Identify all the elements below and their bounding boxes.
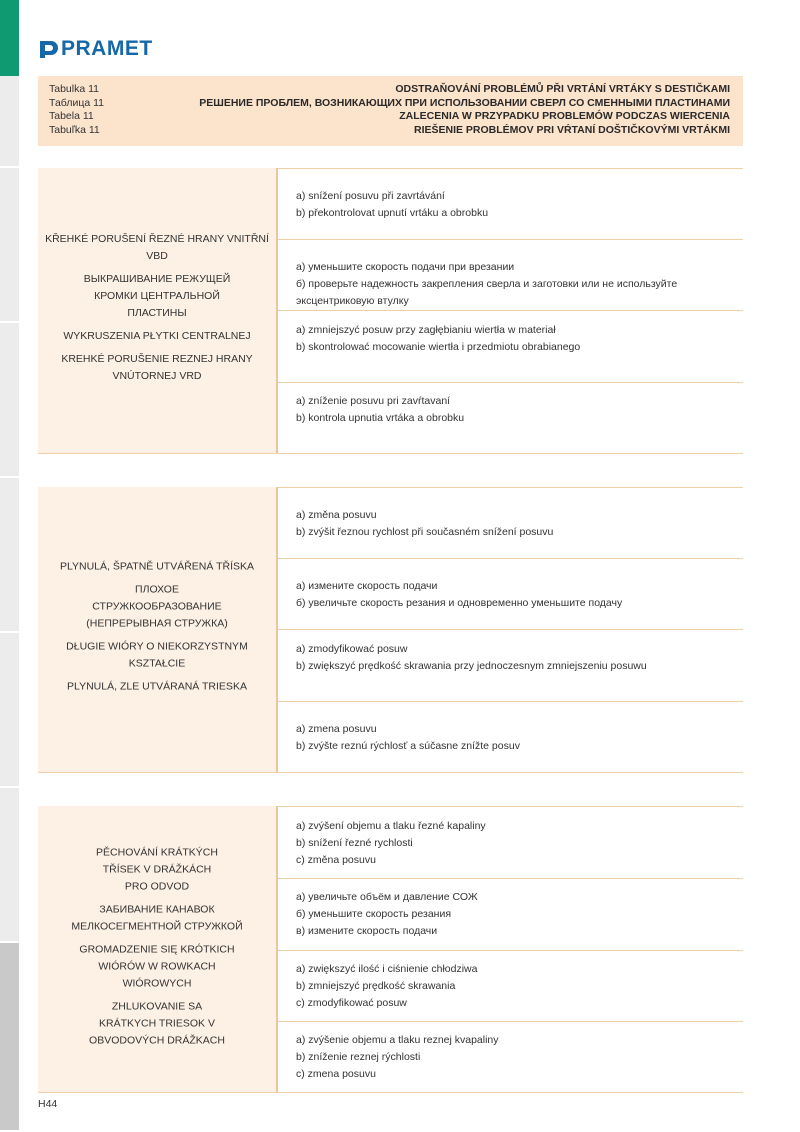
solution-divider bbox=[278, 950, 743, 951]
solution-line: b) zwiększyć prędkość skrawania przy jednoczesnym zmniejszeniu posuwu bbox=[296, 660, 647, 672]
problem-description bbox=[38, 487, 278, 773]
page-number: H44 bbox=[38, 1098, 58, 1110]
solution-divider bbox=[278, 701, 743, 702]
brand-name: PRAMET bbox=[61, 37, 153, 60]
solution-cs bbox=[296, 818, 736, 869]
problem-label: PLYNULÁ, ZLE UTVÁRANÁ TRIESKA bbox=[67, 680, 247, 693]
solution-line: b) kontrola upnutia vrtáka a obrobku bbox=[296, 412, 465, 424]
row-divider bbox=[38, 453, 743, 454]
solution-line: b) skontrolować mocowanie wiertła i przedmiotu obrabianego bbox=[296, 341, 581, 353]
problem-block bbox=[38, 806, 743, 1093]
problem-description bbox=[38, 168, 278, 454]
solution-divider bbox=[278, 629, 743, 630]
problem-label: KŘEHKÉ PORUŠENÍ ŘEZNÉ HRANY VNITŘNÍ VBD bbox=[45, 233, 269, 262]
table-label: Tabuľka 11 bbox=[49, 123, 100, 136]
side-tab[interactable] bbox=[0, 323, 19, 478]
side-tab-active[interactable] bbox=[0, 943, 19, 1132]
solution-line: a) zmodyfikować posuw bbox=[296, 643, 408, 655]
table-label: Tabulka 11 bbox=[49, 83, 100, 95]
solution-divider bbox=[278, 1021, 743, 1022]
solution-cs bbox=[296, 188, 736, 222]
solution-line: б) уменьшите скорость резания bbox=[296, 908, 452, 920]
problem-label: PĚCHOVÁNÍ KRÁTKÝCH TŘÍSEK V DRÁŽKÁCH PRO ODVOD bbox=[96, 846, 218, 892]
side-tabs bbox=[0, 0, 19, 1132]
solution-line: a) zmniejszyć posuw przy zagłębianiu wiertła w materiał bbox=[296, 324, 556, 336]
problem-label: KREHKÉ PORUŠENIE REZNEJ HRANY VNÚTORNEJ VRD bbox=[61, 353, 253, 382]
solution-line: b) zníženie reznej rýchlosti bbox=[296, 1051, 421, 1063]
solution-ru bbox=[296, 259, 736, 310]
solution-ru bbox=[296, 578, 736, 612]
solution-divider bbox=[278, 878, 743, 879]
solution-line: b) snížení řezné rychlosti bbox=[296, 837, 413, 849]
solution-ru bbox=[296, 889, 736, 940]
solution-line: б) увеличьте скорость резания и одновременно уменьшите подачу bbox=[296, 597, 623, 609]
solution-pl bbox=[296, 322, 736, 356]
side-tab[interactable] bbox=[0, 788, 19, 943]
problem-label: ВЫКРАШИВАНИЕ РЕЖУЩЕЙ КРОМКИ ЦЕНТРАЛЬНОЙ ПЛАСТИНЫ bbox=[83, 273, 231, 319]
table-label: Tabela 11 bbox=[49, 110, 94, 122]
side-tab-marker bbox=[0, 0, 19, 76]
solution-line: a) zmena posuvu bbox=[296, 723, 377, 735]
table-titles bbox=[199, 83, 730, 137]
solution-line: б) проверьте надежность закрепления сверла и заготовки или не используйте эксцентриковую втулку bbox=[296, 278, 678, 307]
solution-divider bbox=[278, 310, 743, 311]
solution-line: a) zníženie posuvu pri zavŕtavaní bbox=[296, 395, 451, 407]
problem-label: GROMADZENIE SIĘ KRÓTKICH WIÓRÓW W ROWKACH WIÓROWYCH bbox=[79, 943, 235, 989]
solution-line: c) zmodyfikować posuw bbox=[296, 997, 407, 1009]
solution-line: а) увеличьте объём и давление СОЖ bbox=[296, 891, 478, 903]
table-label: Таблица 11 bbox=[49, 96, 104, 109]
table-title: RIEŠENIE PROBLÉMOV PRI VŔTANÍ DOŠTIČKOVÝMI VRTÁKMI bbox=[414, 123, 730, 136]
problem-label: PLYNULÁ, ŠPATNĚ UTVÁŘENÁ TŘÍSKA bbox=[59, 560, 255, 573]
solution-divider bbox=[278, 239, 743, 240]
solution-pl bbox=[296, 961, 736, 1012]
solution-cs bbox=[296, 507, 736, 541]
solution-line: a) zvýšení objemu a tlaku řezné kapaliny bbox=[296, 820, 486, 832]
solution-line: a) zwiększyć ilość i ciśnienie chłodziwa bbox=[296, 963, 478, 975]
problem-label: ЗАБИВАНИЕ КАНАВОК МЕЛКОСЕГМЕНТНОЙ СТРУЖКОЙ bbox=[71, 903, 243, 932]
solution-sk bbox=[296, 721, 736, 755]
table-header bbox=[38, 76, 743, 146]
problem-description bbox=[38, 806, 278, 1093]
solution-line: b) překontrolovat upnutí vrtáku a obrobku bbox=[296, 207, 489, 219]
solution-line: a) změna posuvu bbox=[296, 509, 377, 521]
solution-divider bbox=[278, 382, 743, 383]
solution-line: b) zmniejszyć prędkość skrawania bbox=[296, 980, 456, 992]
solution-divider bbox=[278, 558, 743, 559]
solution-line: a) snížení posuvu při zavrtávání bbox=[296, 190, 445, 202]
solution-line: в) измените скорость подачи bbox=[296, 925, 438, 937]
problem-block bbox=[38, 487, 743, 773]
solution-line: c) změna posuvu bbox=[296, 854, 376, 866]
table-labels bbox=[49, 83, 104, 137]
row-divider bbox=[38, 1092, 743, 1093]
problem-block bbox=[38, 168, 743, 454]
solution-line: а) измените скорость подачи bbox=[296, 580, 438, 592]
problem-label: DŁUGIE WIÓRY O NIEKORZYSTNYM KSZTAŁCIE bbox=[66, 640, 248, 670]
solution-pl bbox=[296, 641, 736, 675]
table-title: ZALECENIA W PRZYPADKU PROBLEMÓW PODCZAS WIERCENIA bbox=[399, 110, 730, 122]
solution-line: а) уменьшите скорость подачи при врезании bbox=[296, 261, 515, 273]
side-tab[interactable] bbox=[0, 633, 19, 788]
problem-label: ZHLUKOVANIE SA KRÁTKYCH TRIESOK V OBVODOVÝCH DRÁŽKACH bbox=[89, 1000, 225, 1046]
row-divider bbox=[38, 772, 743, 773]
brand-logo bbox=[38, 38, 153, 60]
problem-label: ПЛОХОЕ СТРУЖКООБРАЗОВАНИЕ (НЕПРЕРЫВНАЯ СТРУЖКА) bbox=[86, 583, 228, 630]
solution-sk bbox=[296, 1032, 736, 1083]
solution-line: b) zvýšit řeznou rychlost při současném snížení posuvu bbox=[296, 526, 554, 538]
table-title: РЕШЕНИЕ ПРОБЛЕМ, ВОЗНИКАЮЩИХ ПРИ ИСПОЛЬЗОВАНИИ СВЕРЛ СО СМЕННЫМИ ПЛАСТИНАМИ bbox=[199, 96, 730, 109]
side-tab[interactable] bbox=[0, 168, 19, 323]
solution-sk bbox=[296, 393, 736, 427]
solution-line: b) zvýšte reznú rýchlosť a súčasne znížte posuv bbox=[296, 740, 520, 752]
solution-line: c) zmena posuvu bbox=[296, 1068, 376, 1080]
table-title: ODSTRAŇOVÁNÍ PROBLÉMŮ PŘI VRTÁNÍ VRTÁKY S DESTIČKAMI bbox=[395, 83, 730, 95]
problem-label: WYKRUSZENIA PŁYTKI CENTRALNEJ bbox=[63, 330, 251, 342]
logo-mark-icon bbox=[38, 40, 58, 58]
solution-line: a) zvýšenie objemu a tlaku reznej kvapaliny bbox=[296, 1034, 499, 1046]
side-tab[interactable] bbox=[0, 478, 19, 633]
